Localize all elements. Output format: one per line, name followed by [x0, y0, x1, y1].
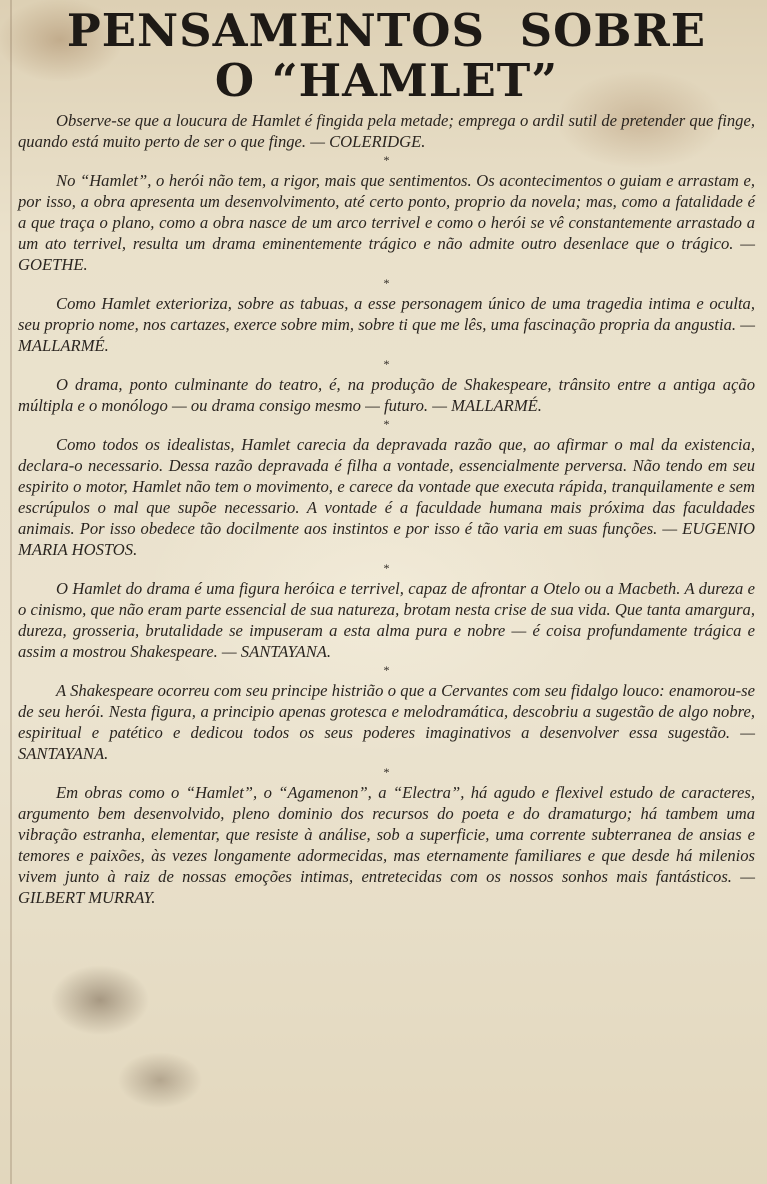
quote-mallarme-2: O drama, ponto culminante do teatro, é, na produção de Shakespeare, trânsito entre a antiga ação múltipla e o monólogo — ou drama consigo mesmo — futuro. — MALLARMÉ.	[18, 375, 755, 415]
separator-asterisk: *	[383, 417, 390, 431]
title-line-1: PENSAMENTOS SOBRE	[66, 4, 707, 57]
separator-asterisk: *	[383, 765, 390, 779]
quote-mallarme-1: Como Hamlet exterioriza, sobre as tabuas, a esse personagem único de uma tragedia intima e oculta, seu proprio nome, nos cartazes, exerce sobre mim, sobre ti que me lês, uma fascinação propria da angustia. — MALLARMÉ.	[18, 294, 755, 355]
separator-asterisk: *	[383, 663, 390, 677]
quote-hostos: Como todos os idealistas, Hamlet carecia da depravada razão que, ao afirmar o mal da existencia, declara-o necessario. Dessa razão depravada é filha a vontade, essencialmente perversa. Não tendo em seu espirito o motor, Hamlet não tem o movimento, e carece da vontade que executa rápida, tranquilamente e sem escrúpulos o mal que supõe necessario. A vontade é a faculdade humana mais próxima das faculdades animais. Por isso obedece tão docilmente aos instintos e por isso é tão varia em suas funções. — EUGENIO MARIA HOSTOS.	[18, 435, 755, 559]
separator-asterisk: *	[383, 561, 390, 575]
title-line-2: O “HAMLET”	[214, 54, 559, 107]
quote-gilbert-murray: Em obras como o “Hamlet”, o “Agamenon”, a “Electra”, há agudo e flexivel estudo de caracteres, argumento bem desenvolvido, pleno dominio dos recursos do poeta e do dramaturgo; há tambem uma vibração estranha, elementar, que resiste à análise, sob a superficie, uma corrente subterranea de ansias e temores e paixões, às vezes longamente adormecidas, mas eternamente familiares e que desde há milenios vivem junto à raiz de nossas emoções intimas, entretecidas com os nossos sonhos mais fantásticos. — GILBERT MURRAY.	[18, 783, 755, 907]
quote-coleridge: Observe-se que a loucura de Hamlet é fingida pela metade; emprega o ardil sutil de pretender que finge, quando está muito perto de ser o que finge. — COLERIDGE.	[18, 111, 755, 151]
separator-asterisk: *	[383, 276, 390, 290]
separator-asterisk: *	[383, 357, 390, 371]
separator-asterisk: *	[383, 153, 390, 167]
quote-santayana-1: O Hamlet do drama é uma figura heróica e terrivel, capaz de afrontar a Otelo ou a Macbeth. A dureza e o cinismo, que não eram parte essencial de sua natureza, brotam nesta crise de sua vida. Que tanta amargura, dureza, grosseria, brutalidade se impuseram a esta alma pura e nobre — é coisa profundamente trágica e assim a mostrou Shakespeare. — SANTAYANA.	[18, 579, 755, 661]
paper-fold-shadow	[10, 0, 12, 1184]
article-title	[18, 6, 755, 106]
quote-goethe: No “Hamlet”, o herói não tem, a rigor, mais que sentimentos. Os acontecimentos o guiam e arrastam e, por isso, a obra apresenta um desenvolvimento, até certo ponto, proprio da novela; mas, como a fatalidade é a que traça o plano, como a obra nasce de um arco terrivel e como o herói se vê constantemente arrastado a um ato terrivel, resulta um drama eminentemente trágico e não admite outro desenlace que o trágico. — GOETHE.	[18, 171, 755, 274]
quote-santayana-2: A Shakespeare ocorreu com seu principe histrião o que a Cervantes com seu fidalgo louco: enamorou-se de seu herói. Nesta figura, a principio apenas grotesca e melodramática, descobriu a sugestão de algo nobre, espiritual e patético e dedicou todos os seus poderes imaginativos a desenvolver essa sugestão. — SANTAYANA.	[18, 681, 755, 763]
